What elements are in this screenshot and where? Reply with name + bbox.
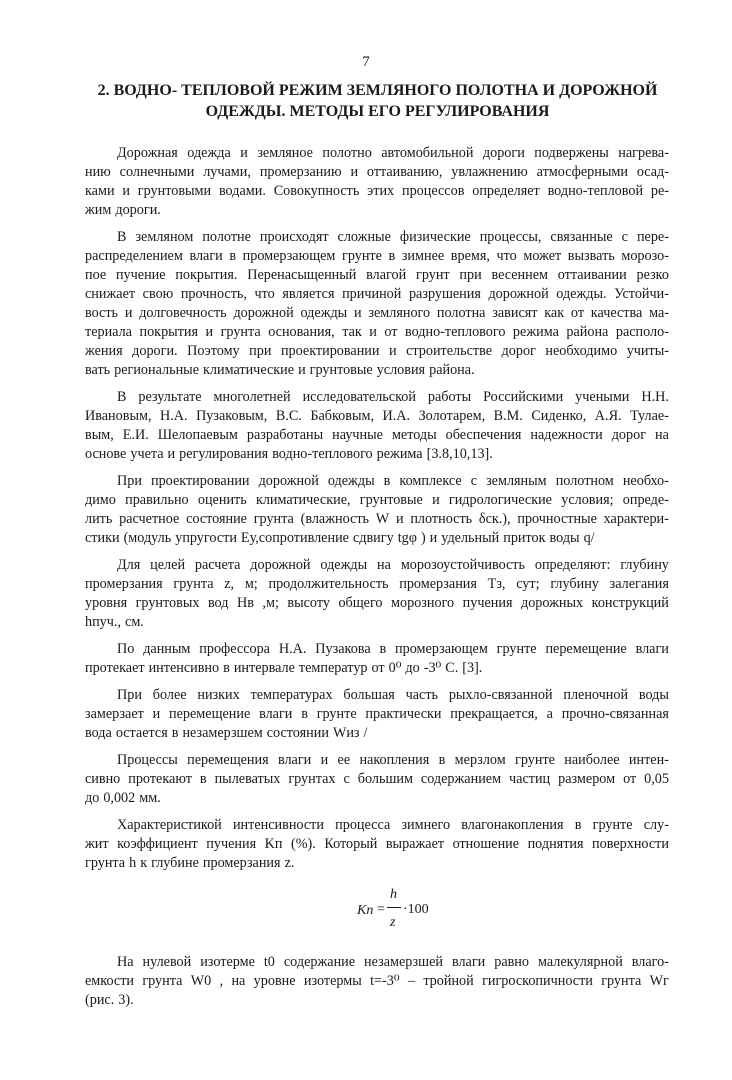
formula-numerator: h [390, 887, 397, 902]
text-line: лить расчетное состояние грунта (влажность W и плотность δск.), прочностные характери- [85, 511, 669, 527]
paragraph [85, 953, 669, 1010]
text-line: При проектировании дорожной одежды в комплексе с земляным полотном необхо- [117, 473, 669, 489]
text-line: основе учета и регулирования водно-теплового режима [3.8,10,13]. [85, 446, 493, 462]
text-line: протекает интенсивно в интервале температур от 0⁰ до -3⁰ С. [3]. [85, 660, 483, 676]
text-line: В результате многолетней исследовательской работы Российскими учеными Н.Н. [117, 389, 669, 405]
text-line: замерзает и перемещение влаги в грунте практически прекращается, а прочно-связанная [85, 706, 669, 722]
text-line: Дорожная одежда и земляное полотно автомобильной дороги подвержены нагрева- [117, 145, 669, 161]
text-line: жим дороги. [85, 202, 161, 218]
text-line: На нулевой изотерме t0 содержание незамерзшей влаги равно малекулярной влаго- [117, 954, 669, 970]
text-line: вость и долговечность дорожной одежды и земляного полотна зависят как от качества ма- [85, 305, 669, 321]
text-line: грунта h к глубине промерзания z. [85, 855, 295, 871]
text-line: вать региональные климатические и грунтовые условия района. [85, 362, 475, 378]
text-line: димо правильно оценить климатические, грунтовые и гидрологические условия; опреде- [85, 492, 669, 508]
text-line: снижает свою прочность, что является причиной разрушения дорожной одежды. Устойчи- [85, 286, 669, 302]
fraction-bar [387, 907, 401, 908]
text-line: вым, Е.И. Шелопаевым разработаны научные методы обеспечения надежности дорог на [85, 427, 669, 443]
text-line: промерзания грунта z, м; продолжительность промерзания Tз, сут; глубину залегания [85, 576, 669, 592]
paragraph [85, 556, 669, 632]
heading-line: ОДЕЖДЫ. МЕТОДЫ ЕГО РЕГУЛИРОВАНИЯ [205, 103, 550, 120]
formula-rhs: ·100 [403, 902, 429, 917]
text-line: hпуч., см. [85, 614, 144, 630]
text-line: распределением влаги в промерзающем грунте в зимнее время, что может вызвать морозо- [85, 248, 669, 264]
paragraph [85, 751, 669, 808]
paragraph [85, 816, 669, 873]
paragraph [85, 640, 669, 678]
text-line: Ивановым, Н.А. Пузаковым, В.С. Бабковым, И.А. Золотарем, В.М. Сиденко, А.Я. Тулае- [85, 408, 669, 424]
text-line: вода остается в незамерзшем состоянии Wиз / [85, 725, 368, 741]
text-line: до 0,002 мм. [85, 790, 161, 806]
formula-lhs: Kп [357, 903, 374, 918]
text-line: нию солнечными лучами, промерзанию и оттаиванию, увлажнению атмосферными осад- [85, 164, 669, 180]
text-line: уровня грунтовых вод Hв ,м; высоту общего морозного пучения дорожных конструкций [85, 595, 669, 611]
section-heading [90, 80, 665, 122]
heading-line: 2. ВОДНО- ТЕПЛОВОЙ РЕЖИМ ЗЕМЛЯНОГО ПОЛОТНА И ДОРОЖНОЙ [97, 82, 658, 99]
paragraphs-before-formula [85, 144, 669, 873]
text-line: териала покрытия и грунта основания, так и от водно-теплового режима района располо- [85, 324, 669, 340]
text-line: Процессы перемещения влаги и ее накопления в мерзлом грунте наиболее интен- [117, 752, 669, 768]
paragraph [85, 144, 669, 220]
paragraph [85, 686, 669, 743]
text-line: В земляном полотне происходят сложные физические процессы, связанные с пере- [117, 229, 669, 245]
text-line: При более низких температурах большая часть рыхло-связанной пленочной воды [117, 687, 669, 703]
text-line: стики (модуль упругости Eу,сопротивление сдвигу tgφ ) и удельный приток воды q/ [85, 530, 595, 546]
document-body [85, 144, 669, 1010]
text-line: пое пучение покрытия. Перенасыщенный влагой грунт при весеннем оттаивании резко [85, 267, 669, 283]
formula-denominator: z [390, 915, 396, 930]
paragraph [85, 472, 669, 548]
text-line: жения дороги. Поэтому при проектировании и строительстве дорог необходимо учиты- [85, 343, 669, 359]
text-line: Для целей расчета дорожной одежды на морозоустойчивость определяют: глубину [117, 557, 669, 573]
text-line: жит коэффициент пучения Kп (%). Который выражает отношение поднятия поверхности [85, 836, 669, 852]
formula-equals: = [377, 902, 385, 917]
paragraph [85, 388, 669, 464]
paragraphs-after-formula [85, 953, 669, 1010]
page-number: 7 [362, 54, 370, 70]
text-line: сивно протекают в пылеватых грунтах с большим содержанием частиц размером от 0,05 [85, 771, 669, 787]
paragraph [85, 228, 669, 380]
text-line: По данным профессора Н.А. Пузакова в промерзающем грунте перемещение влаги [117, 641, 669, 657]
text-line: (рис. 3). [85, 992, 134, 1008]
text-line: ками и грунтовыми водами. Совокупность этих процессов определяет водно-тепловой ре- [85, 183, 669, 199]
text-line: Характеристикой интенсивности процесса зимнего влагонакопления в грунте слу- [117, 817, 669, 833]
formula [85, 873, 669, 953]
text-line: емкости грунта W0 , на уровне изотермы t=-3⁰ – тройной гигроскопичности грунта Wг [85, 973, 669, 989]
